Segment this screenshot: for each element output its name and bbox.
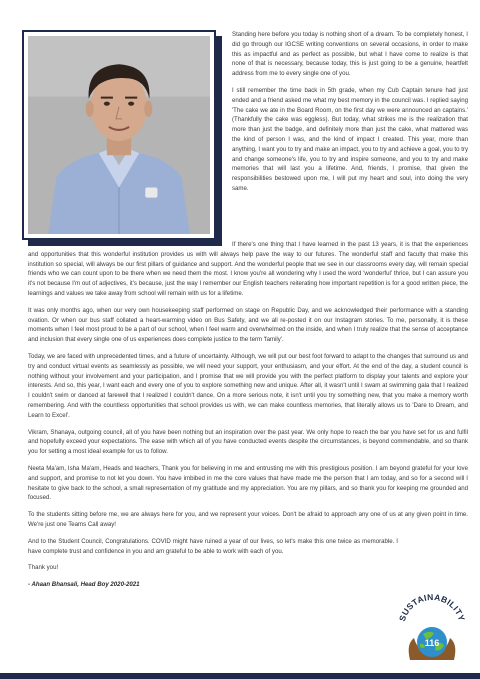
body-paragraph-4: Vikram, Shanaya, outgoing council, all of you have been nothing but an inspiration over the past year. We only hope to reach the bar you have set for us and fulfil and hopefully exceed your expectations. The ease with which all of you have conducted events despite the circumstances, is beyond commendable, and so thank you for setting a most ideal example for us to follow.: [28, 428, 468, 456]
body-paragraph-6: To the students sitting before me, we are always here for you, and we represent your voices. Don't be afraid to approach any one of us at any given point in time. We're just one Teams Call away!: [28, 511, 468, 528]
svg-text:SUSTAINABILITY: [397, 592, 467, 623]
portrait-frame: [22, 30, 216, 240]
page-number: 116: [424, 638, 440, 648]
body-paragraph-7: And to the Student Council, Congratulations. COVID might have ruined a year of our lives, so let's make this one twice as memorable. I have complete trust and confidence in you and am grateful to be able to work with each of you.: [28, 537, 398, 555]
body-text: [28, 240, 468, 597]
intro-column: [232, 30, 468, 201]
body-paragraph-5: Neeta Ma'am, Isha Ma'am, Heads and teachers, Thank you for believing in me and entrusting me with this prestigious position. I am beyond grateful for your love and support, and promise to not let you down. You have imbibed in me the core values that have made me the person that I am today, and so for a second will I hesitate to give back to the school, a small representation of my gratitude and my appreciation. You are my pillars, and so thank you for keeping me grounded and focused.: [28, 464, 468, 502]
signature: - Ahaan Bhansali, Head Boy 2020-2021: [28, 581, 140, 589]
closing-thanks: Thank you!: [28, 564, 59, 572]
body-paragraph-3: Today, we are faced with unprecedented times, and a future of uncertainty. Although, we will put our best foot forward to adapt to the changes that surround us and try and conduct virtual events as seamlessly as possible, we will need your support, your enthusiasm, and your effort. At the end of the day, a student council is nothing without your involvement and your participation, and I promise that we will provide you with the perfect platform to display your talents and explore your interests. And so, this year, I want each and every one of you to explore something new and unique. After all, it wasn't until I swam at swimming gala that I realized I couldn't swim or danced at farewell that I realized I couldn't dance. On a more serious note, it isn't until you try something new, that you make a memory worth remembering. And with the countless opportunities that school provides us with, we can make countless memories, that literally allows us to 'Dare to Dream, and Learn to Excel'.: [28, 352, 468, 419]
body-paragraph-2: It was only months ago, when our very own housekeeping staff performed on stage on Republic Day, and we acknowledged their performance with a standing ovation. Or when our bus staff collated a heart-warming video on Bus Safety, and we all re-posted it on our Instagram stories. To me, personally, it is these moments when I feel most proud to be a part of our school, when I feel warm and overwhelmed on the inside, and when I truly realize that the sense of acceptance and inclusion that every single one of us experiences does complete justice to the term 'family'.: [28, 306, 468, 344]
intro-paragraph-2: I still remember the time back in 5th grade, when my Cub Captain tenure had just ended and a friend asked me what my best memory in the council was. I replied saying 'The cake we ate in the Board Room, on the first day we were announced an captains.' (Thankfully the cake was eggless). But today, what strikes me is the realization that more than just the badge, and definitely more than just the cake, what mattered was the kind of person I was, and the kind of impact I created. This year, more than anything, I want you to try and make an impact, you to try and achieve a goal, you to try and change someone's life, you to try and inspire someone, and you to try and make memories that will last you a lifetime. And, friends, I promise, that given the responsibilities bestowed upon me, I will put my heart and soul, into doing the very same.: [232, 86, 468, 192]
body-paragraph-1: If there's one thing that I have learned in the past 13 years, it is that the experiences and opportunities that this wonderful institution provides us with will always help pave the way to our futures. The wonderful staff and faculty that make this institution so special, will always be our first pillars of guidance and support. And the wonderful people that we see in our classrooms every day, will remain special friends who we can count upon to be there when we need them the most. I know you're all wondering why I used the word 'wonderful' thrice, but I can assure you it's not because I'm out of adjectives, it's because, just the way I remember our English teachers reiterating how important repetition is for a good written piece, the learnings and values we take away from school will remain with us for a lifetime.: [28, 241, 468, 297]
sustainability-globe-icon: [396, 586, 468, 666]
sustainability-badge: [396, 586, 468, 666]
badge-arc-text: SUSTAINABILITY: [396, 591, 468, 623]
portrait-photo: [28, 36, 210, 234]
footer-bar: [0, 673, 480, 679]
intro-paragraph-1: Standing here before you today is nothing short of a dream. To be completely honest, I did go through our IGCSE writing conventions on several occasions, in order to make this as impactful and as perfect as possible, but what I have come to realize is that none of that is necessary, because today, this is just going to be a genuine, heartfelt address from me to every single one of you.: [232, 31, 468, 78]
portrait-illustration: [28, 36, 210, 234]
